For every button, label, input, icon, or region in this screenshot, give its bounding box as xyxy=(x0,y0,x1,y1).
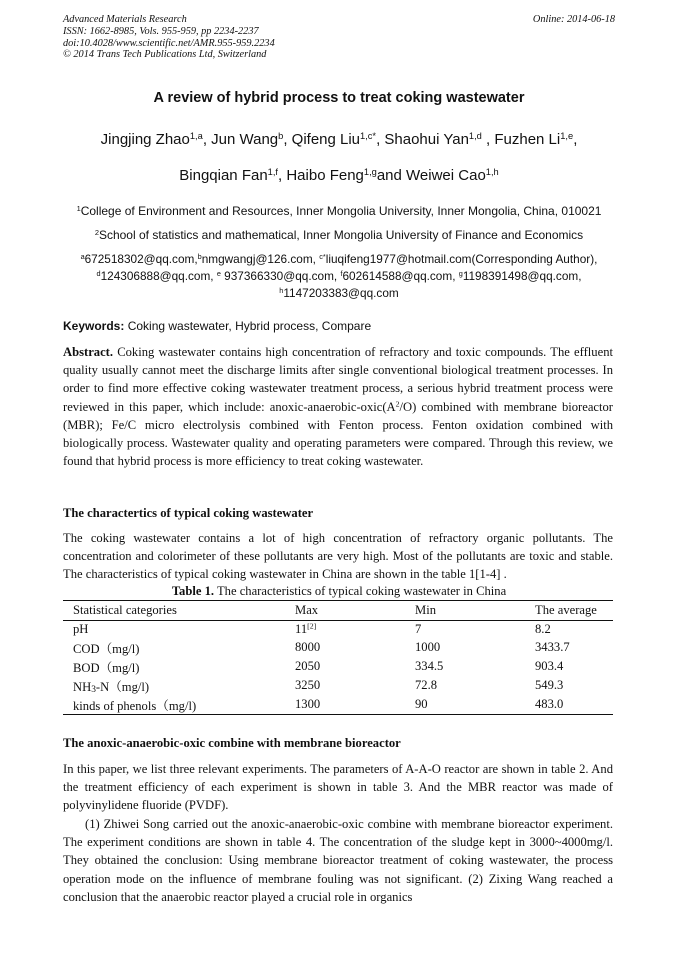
author-name: Jingjing Zhao xyxy=(100,131,190,148)
abstract-text: Coking wastewater contains high concentration of refractory and toxic compounds. The effluent quality usually cannot meet the discharge limits after single conventional biological treatment processes. In order to find more effective coking wastewater treatment process, a serious hybrid treatment process were reviewed in this paper, which include: anoxic-anaerobic-oxic(A xyxy=(63,345,613,414)
affil-mark: 1 xyxy=(76,203,81,213)
online-date: Online: 2014-06-18 xyxy=(532,14,615,25)
table-cell: 1300 xyxy=(285,695,405,715)
copyright-line: © 2014 Trans Tech Publications Ltd, Switzerland xyxy=(63,49,267,61)
table-cell: 8000 xyxy=(295,640,321,655)
email-line-2 xyxy=(63,268,615,285)
table-cell xyxy=(285,621,405,639)
abstract xyxy=(63,343,613,470)
affil-text: College of Environment and Resources, Inner Mongolia University, Inner Mongolia, China, 010021 xyxy=(80,204,602,218)
table-cell: 903.4 xyxy=(535,659,564,674)
authors-line-2 xyxy=(0,167,678,184)
section-heading: The anoxic-anaerobic-oxic combine with membrane bioreactor xyxy=(63,736,401,750)
table-cell: 3250 xyxy=(295,678,321,693)
author-affil-mark: 1,f xyxy=(267,166,279,177)
email-mark: f xyxy=(340,268,343,278)
table-cell xyxy=(63,676,285,695)
table-cell: COD（mg/l) xyxy=(73,642,140,657)
author-affil-mark: 1,h xyxy=(485,166,499,177)
table-row xyxy=(63,657,613,676)
email: 1147203383@qq.com xyxy=(283,286,399,300)
table-cell: 549.3 xyxy=(535,678,564,693)
abstract-sup: 2 xyxy=(395,399,400,409)
email-line-3 xyxy=(63,285,615,302)
table-caption xyxy=(0,584,678,599)
author-name: , Haibo Feng xyxy=(278,167,364,184)
keywords-label: Keywords: xyxy=(63,319,125,333)
author-affil-mark: 1,a xyxy=(189,130,203,141)
table-cell: 8.2 xyxy=(535,622,551,637)
email-line-1 xyxy=(63,251,615,268)
cell-value: -N（mg/l) xyxy=(95,680,150,695)
table-cell: kinds of phenols（mg/l) xyxy=(63,695,285,715)
subscript: 3 xyxy=(91,685,96,696)
email: liuqifeng1977@hotmail.com(Corresponding Author), xyxy=(325,252,598,266)
table-cell: 90 xyxy=(405,695,525,715)
affil-text: School of statistics and mathematical, Inner Mongolia University of Finance and Economics xyxy=(98,228,584,242)
section-paragraph: (1) Zhiwei Song carried out the anoxic-anaerobic-oxic combine with membrane bioreactor experiment. The experiment conditions are shown in table 4. The concentration of the sludge kept in 3000~4000mg/l. They obtained the conclusion: Using membrane bioreactor treatment of coking wastewater, the process operation mode on the influence of membrane fouling was not significant. (2) Zixing Wang reached a conclusion that the anaerobic reactor played a crucial role in organics xyxy=(63,817,613,904)
cell-value: NH xyxy=(73,680,92,695)
email-mark: b xyxy=(197,251,202,261)
abstract-label: Abstract. xyxy=(63,345,114,359)
email-mark: d xyxy=(96,268,101,278)
author-affil-mark: 1,c* xyxy=(360,130,377,141)
table-row xyxy=(63,695,613,715)
affiliation-2 xyxy=(0,228,678,242)
table-cell: BOD（mg/l) xyxy=(73,661,140,676)
table-row xyxy=(63,638,613,657)
author-name: , Qifeng Liu xyxy=(283,131,361,148)
author-name: Bingqian Fan xyxy=(179,167,268,184)
keywords-text: Coking wastewater, Hybrid process, Compare xyxy=(124,319,372,333)
email-mark: g xyxy=(458,268,463,278)
table-header: Min xyxy=(405,601,525,621)
author-name: , Shaohui Yan xyxy=(376,131,469,148)
email-mark: a xyxy=(80,251,85,261)
authors-line-1 xyxy=(0,131,678,148)
table-cell: 483.0 xyxy=(525,695,613,715)
email-mark: c* xyxy=(319,251,326,261)
characteristics-table xyxy=(63,600,613,715)
email: 1198391498@qq.com, xyxy=(462,269,582,283)
journal-header xyxy=(63,14,275,61)
section-paragraph: The coking wastewater contains a lot of high concentration of refractory organic pollutants. The concentration and colorimeter of these pollutants are very high. Most of the pollutants are toxic and stable. The characteristics of typical coking wastewater in China are shown in the table 1[1-4] . xyxy=(63,531,613,582)
author-affil-mark: 1,d xyxy=(468,130,482,141)
issn-line: ISSN: 1662-8985, Vols. 955-959, pp 2234-2237 xyxy=(63,25,259,37)
table-cell: 7 xyxy=(415,622,422,637)
author-emails xyxy=(63,251,615,302)
table-header: Statistical categories xyxy=(63,601,285,621)
abstract-text-cont: /O) combined with membrane bioreactor (MBR); Fe/C micro electrolysis combined with Fenton process. Fenton oxidation combined with biologically process. Wastewater quality and operating parameters were compared. Through this review, we found that hybrid process is more efficiency to treat coking wastewater. xyxy=(63,399,613,469)
author-affil-mark: 1,g xyxy=(363,166,377,177)
table-row xyxy=(63,676,613,695)
section-paragraph: In this paper, we list three relevant experiments. The parameters of A-A-O reactor are shown in table 2. And the treatment efficiency of each experiment is shown in table 3. And the MBR reactor was made of polyvinylidene fluoride (PVDF). xyxy=(63,762,613,813)
table-caption-text: The characteristics of typical coking wastewater in China xyxy=(214,584,507,598)
table-cell: 2050 xyxy=(295,659,321,674)
author-name: , Fuzhen Li xyxy=(481,131,561,148)
author-name: and Weiwei Cao xyxy=(376,167,486,184)
table-cell: 1000 xyxy=(415,640,441,655)
section-heading: The charactertics of typical coking wastewater xyxy=(63,506,314,520)
author-affil-mark: b xyxy=(278,130,284,141)
email: 937366330@qq.com, xyxy=(220,269,341,283)
email: 124306888@qq.com, xyxy=(100,269,217,283)
email: 602614588@qq.com, xyxy=(342,269,459,283)
cell-value: 11 xyxy=(295,622,308,637)
email-mark: h xyxy=(279,285,284,295)
table-cell: 72.8 xyxy=(415,678,438,693)
table-header-row xyxy=(63,601,613,621)
table-cell: 334.5 xyxy=(415,659,444,674)
email: 672518302@qq.com, xyxy=(84,252,198,266)
keywords xyxy=(63,319,371,333)
paper-title: A review of hybrid process to treat coking wastewater xyxy=(153,90,525,106)
doi-line: doi:10.4028/www.scientific.net/AMR.955-959.2234 xyxy=(63,37,275,49)
author-affil-mark: 1,e xyxy=(560,130,574,141)
table-header: The average xyxy=(525,601,613,621)
email-mark: e xyxy=(216,268,221,278)
journal-name: Advanced Materials Research xyxy=(63,14,187,25)
affil-mark: 2 xyxy=(94,227,99,237)
affiliation-1 xyxy=(0,204,678,218)
table-cell: pH xyxy=(73,622,89,637)
table-caption-label: Table 1. xyxy=(171,584,215,598)
author-separator: , xyxy=(573,131,578,148)
table-row xyxy=(63,621,613,639)
table-cell: 3433.7 xyxy=(535,640,570,655)
citation-mark: [2] xyxy=(307,621,317,631)
author-name: , Jun Wang xyxy=(202,131,279,148)
email: nmgwangj@126.com, xyxy=(201,252,320,266)
table-header: Max xyxy=(285,601,405,621)
